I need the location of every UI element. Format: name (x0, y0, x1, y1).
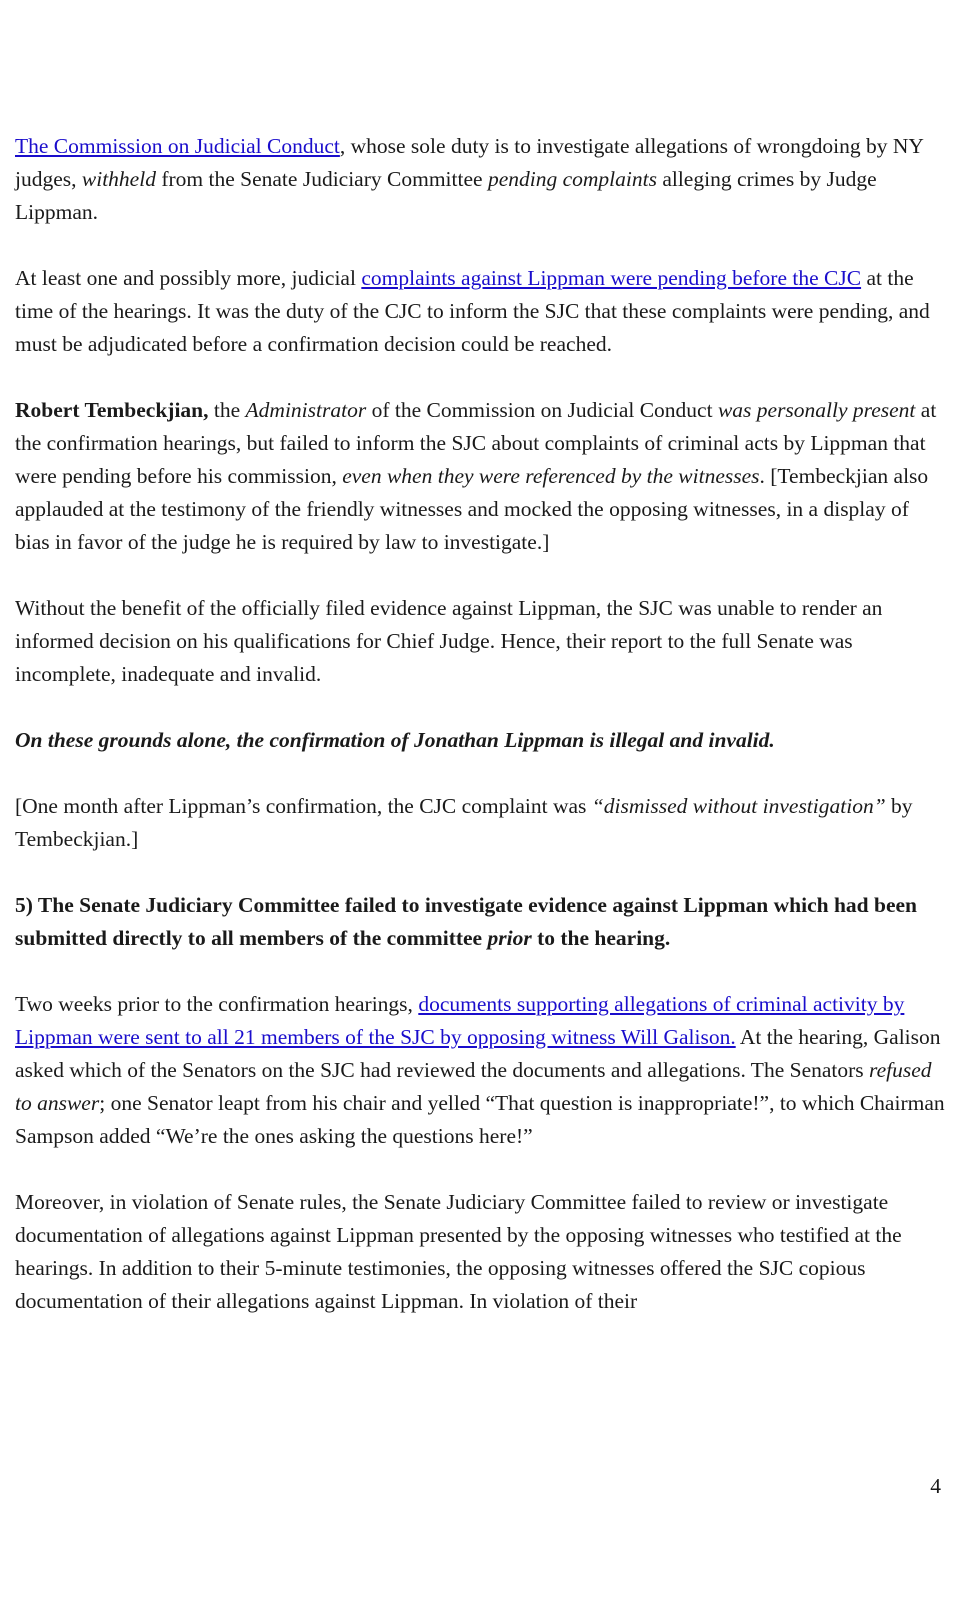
emphasis: withheld (81, 167, 156, 191)
emphasis: Administrator (245, 398, 367, 422)
text: the (208, 398, 246, 422)
emphasis: prior (487, 926, 532, 950)
text: Without the benefit of the officially filed evidence against Lippman, the SJC was unable to render an informed decision on his qualifications for Chief Judge. Hence, their report to the full Senate was incomplete, inadequate and invalid. (15, 596, 883, 686)
text: At the hearing, Galison asked which of the Senators on the SJC had reviewed the documents and allegations. The Senators (15, 1025, 941, 1082)
emphasis: refused to answer (15, 1058, 932, 1115)
paragraph-two-weeks-prior (15, 988, 945, 1153)
document-body (15, 130, 945, 1351)
paragraph-complaints-pending (15, 262, 945, 361)
bold-name: Robert Tembeckjian, (15, 398, 209, 422)
heading-text: 5) The Senate Judiciary Committee failed to investigate evidence against Lippman which had been submitted directly to all members of the committee (15, 893, 917, 950)
text: by Tembeckjian.] (15, 794, 913, 851)
paragraph-conclusion (15, 724, 945, 757)
link-complaints-pending-before-cjc[interactable]: complaints against Lippman were pending before the CJC (361, 266, 862, 290)
text: Two weeks prior to the confirmation hearings, (15, 992, 419, 1016)
text: at the confirmation hearings, but failed to inform the SJC about complaints of criminal acts by Lippman that were pending before his commission, (15, 398, 937, 488)
emphasis: even when they were referenced by the witnesses (342, 464, 760, 488)
emphasis: “dismissed without investigation” (591, 794, 886, 818)
text: [One month after Lippman’s confirmation, the CJC complaint was (15, 794, 592, 818)
emphasis: pending complaints (487, 167, 657, 191)
text: alleging crimes by Judge Lippman. (15, 167, 877, 224)
section-heading-5 (15, 889, 945, 955)
paragraph-dismissed (15, 790, 945, 856)
link-documents-sent-to-sjc[interactable]: documents supporting allegations of criminal activity by Lippman were sent to all 21 members of the SJC by opposing witness Will Galison. (15, 992, 905, 1049)
heading-text: to the hearing. (531, 926, 671, 950)
text: , whose sole duty is to investigate allegations of wrongdoing by NY judges, (15, 134, 924, 191)
emphasis: On these grounds alone, the confirmation of Jonathan Lippman is illegal and invalid. (15, 728, 775, 752)
text: Moreover, in violation of Senate rules, the Senate Judiciary Committee failed to review or investigate documentation of allegations against Lippman presented by the opposing witnesses who testified at the hearings. In addition to their 5-minute testimonies, the opposing witnesses offered the SJC copious documentation of their allegations against Lippman. In violation of their (15, 1190, 902, 1313)
paragraph-tembeckjian (15, 394, 945, 559)
text: ; one Senator leapt from his chair and yelled “That question is inappropriate!”, to which Chairman Sampson added “We’re the ones asking the questions here!” (15, 1091, 945, 1148)
text: at the time of the hearings. It was the duty of the CJC to inform the SJC that these complaints were pending, and must be adjudicated before a confirmation decision could be reached. (15, 266, 930, 356)
text: from the Senate Judiciary Committee (155, 167, 488, 191)
page-number: 4 (930, 1474, 941, 1498)
paragraph-cjc-withheld (15, 130, 945, 229)
text: At least one and possibly more, judicial (15, 266, 362, 290)
text: of the Commission on Judicial Conduct (366, 398, 718, 422)
emphasis: was personally present (717, 398, 916, 422)
paragraph-without-benefit (15, 592, 945, 691)
link-commission-on-judicial-conduct[interactable]: The Commission on Judicial Conduct (15, 134, 340, 158)
text: . [Tembeckjian also applauded at the testimony of the friendly witnesses and mocked the opposing witnesses, in a display of bias in favor of the judge he is required by law to investigate.] (15, 464, 929, 554)
bold-italic-statement (15, 728, 775, 752)
paragraph-moreover (15, 1186, 945, 1318)
